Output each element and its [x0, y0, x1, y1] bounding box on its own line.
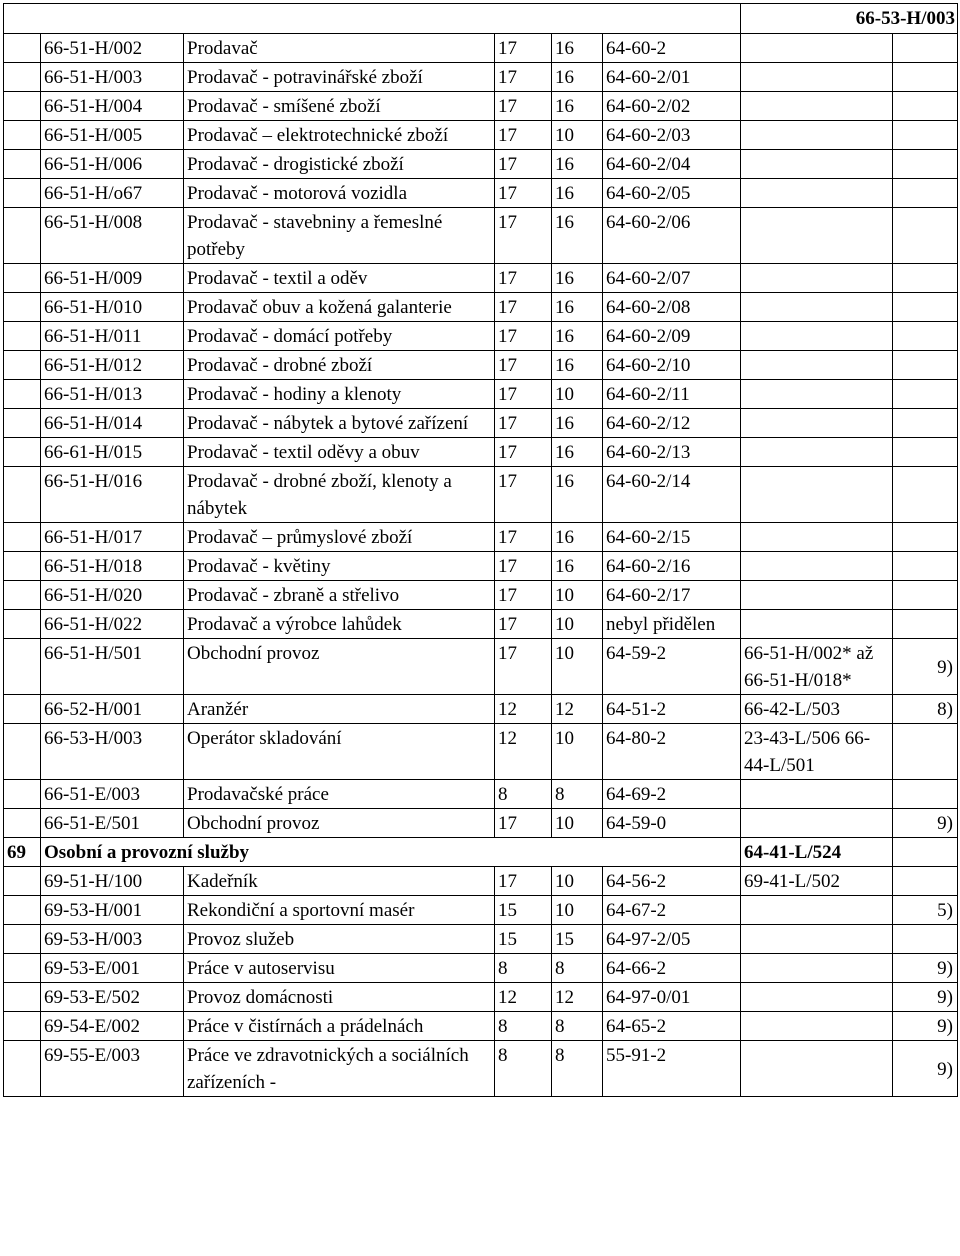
value-b-cell: 8: [552, 780, 603, 809]
note-cell: [893, 925, 958, 954]
table-row: [4, 467, 958, 523]
header-code: 66-53-H/003: [741, 4, 958, 34]
value-b-cell: 8: [552, 1041, 603, 1097]
related-code-cell: [741, 121, 893, 150]
note-cell: [893, 409, 958, 438]
code-cell: 66-51-H/010: [41, 293, 184, 322]
value-b-cell: 16: [552, 179, 603, 208]
value-a-cell: 17: [495, 150, 552, 179]
value-b-cell: 16: [552, 409, 603, 438]
section-number-cell: [4, 809, 41, 838]
section-number-cell: [4, 467, 41, 523]
kkov-cell: 64-60-2/01: [603, 63, 741, 92]
value-a-cell: 8: [495, 1041, 552, 1097]
code-cell: 66-53-H/003: [41, 724, 184, 780]
section-number-cell: [4, 552, 41, 581]
note-cell: [893, 208, 958, 264]
note-cell: 9): [893, 954, 958, 983]
value-a-cell: 17: [495, 380, 552, 409]
table-row: [4, 954, 958, 983]
name-cell: Prodavač obuv a kožená galanterie: [184, 293, 495, 322]
value-b-cell: 10: [552, 724, 603, 780]
name-cell: Prodavač - zbraně a střelivo: [184, 581, 495, 610]
related-code-cell: [741, 1012, 893, 1041]
value-a-cell: 17: [495, 438, 552, 467]
value-a-cell: 17: [495, 581, 552, 610]
table-row: [4, 867, 958, 896]
kkov-cell: 64-60-2/12: [603, 409, 741, 438]
name-cell: Rekondiční a sportovní masér: [184, 896, 495, 925]
code-cell: 66-51-H/011: [41, 322, 184, 351]
code-cell: 66-51-H/006: [41, 150, 184, 179]
related-code-cell: [741, 552, 893, 581]
name-cell: Provoz domácnosti: [184, 983, 495, 1012]
name-cell: Prodavač - stavebniny a řemeslné potřeby: [184, 208, 495, 264]
note-cell: [893, 523, 958, 552]
value-a-cell: 12: [495, 724, 552, 780]
kkov-cell: 64-60-2/15: [603, 523, 741, 552]
value-b-cell: 10: [552, 639, 603, 695]
value-b-cell: 16: [552, 351, 603, 380]
table-row: [4, 63, 958, 92]
value-a-cell: 17: [495, 208, 552, 264]
table-row: [4, 409, 958, 438]
value-a-cell: 8: [495, 1012, 552, 1041]
related-code-cell: [741, 581, 893, 610]
related-code-cell: [741, 208, 893, 264]
value-b-cell: 16: [552, 150, 603, 179]
section-title: Osobní a provozní služby: [41, 838, 741, 867]
value-b-cell: 16: [552, 523, 603, 552]
value-b-cell: 16: [552, 208, 603, 264]
related-code-cell: 23-43-L/506 66-44-L/501: [741, 724, 893, 780]
kkov-cell: 64-60-2/06: [603, 208, 741, 264]
code-cell: 66-51-H/013: [41, 380, 184, 409]
section-number-cell: [4, 351, 41, 380]
section-number-cell: [4, 150, 41, 179]
section-number-cell: [4, 780, 41, 809]
section-code: 64-41-L/524: [741, 838, 893, 867]
section-note: [893, 838, 958, 867]
value-a-cell: 12: [495, 695, 552, 724]
related-code-cell: [741, 179, 893, 208]
value-a-cell: 17: [495, 34, 552, 63]
value-a-cell: 17: [495, 552, 552, 581]
related-code-cell: [741, 467, 893, 523]
value-a-cell: 17: [495, 867, 552, 896]
note-cell: 9): [893, 639, 958, 695]
table-row: [4, 983, 958, 1012]
code-cell: 69-55-E/003: [41, 1041, 184, 1097]
code-cell: 66-51-H/017: [41, 523, 184, 552]
section-number-cell: [4, 208, 41, 264]
section-number-cell: [4, 925, 41, 954]
code-cell: 66-51-H/022: [41, 610, 184, 639]
code-cell: 66-51-E/501: [41, 809, 184, 838]
value-a-cell: 8: [495, 954, 552, 983]
name-cell: Práce v autoservisu: [184, 954, 495, 983]
table-row: [4, 438, 958, 467]
note-cell: [893, 150, 958, 179]
value-b-cell: 8: [552, 1012, 603, 1041]
table-row: [4, 1041, 958, 1097]
note-cell: [893, 264, 958, 293]
table-row: [4, 925, 958, 954]
value-a-cell: 17: [495, 92, 552, 121]
code-cell: 66-51-H/002: [41, 34, 184, 63]
kkov-cell: 64-60-2/17: [603, 581, 741, 610]
section-number-cell: [4, 983, 41, 1012]
section-number-cell: [4, 581, 41, 610]
code-cell: 69-54-E/002: [41, 1012, 184, 1041]
code-cell: 66-51-H/003: [41, 63, 184, 92]
value-a-cell: 15: [495, 925, 552, 954]
name-cell: Prodavač - hodiny a klenoty: [184, 380, 495, 409]
table-row: [4, 322, 958, 351]
kkov-cell: 64-69-2: [603, 780, 741, 809]
related-code-cell: [741, 438, 893, 467]
kkov-cell: 64-60-2/09: [603, 322, 741, 351]
kkov-cell: 64-60-2/13: [603, 438, 741, 467]
name-cell: Obchodní provoz: [184, 639, 495, 695]
value-b-cell: 16: [552, 552, 603, 581]
section-number-cell: [4, 1012, 41, 1041]
value-a-cell: 17: [495, 264, 552, 293]
note-cell: 5): [893, 896, 958, 925]
value-b-cell: 10: [552, 121, 603, 150]
value-a-cell: 17: [495, 322, 552, 351]
related-code-cell: [741, 322, 893, 351]
code-cell: 66-51-H/018: [41, 552, 184, 581]
note-cell: [893, 724, 958, 780]
name-cell: Prodavač - drobné zboží, klenoty a nábytek: [184, 467, 495, 523]
kkov-cell: 64-60-2: [603, 34, 741, 63]
kkov-cell: nebyl přidělen: [603, 610, 741, 639]
kkov-cell: 64-66-2: [603, 954, 741, 983]
value-a-cell: 17: [495, 63, 552, 92]
note-cell: [893, 552, 958, 581]
section-number-cell: [4, 438, 41, 467]
value-b-cell: 16: [552, 438, 603, 467]
note-cell: 9): [893, 1041, 958, 1097]
name-cell: Prodavač – průmyslové zboží: [184, 523, 495, 552]
note-cell: [893, 467, 958, 523]
note-cell: [893, 867, 958, 896]
value-b-cell: 10: [552, 809, 603, 838]
section-number-cell: [4, 523, 41, 552]
name-cell: Prodavač - textil oděvy a obuv: [184, 438, 495, 467]
name-cell: Provoz služeb: [184, 925, 495, 954]
code-cell: 69-53-E/502: [41, 983, 184, 1012]
kkov-cell: 64-59-2: [603, 639, 741, 695]
code-cell: 69-53-E/001: [41, 954, 184, 983]
code-cell: 66-51-H/005: [41, 121, 184, 150]
note-cell: 9): [893, 809, 958, 838]
related-code-cell: [741, 34, 893, 63]
kkov-cell: 64-60-2/05: [603, 179, 741, 208]
kkov-cell: 64-60-2/10: [603, 351, 741, 380]
code-cell: 66-51-H/004: [41, 92, 184, 121]
name-cell: Obchodní provoz: [184, 809, 495, 838]
table-row: [4, 293, 958, 322]
section-number-cell: [4, 954, 41, 983]
kkov-cell: 55-91-2: [603, 1041, 741, 1097]
section-number: 69: [4, 838, 41, 867]
table-row: [4, 208, 958, 264]
kkov-cell: 64-60-2/16: [603, 552, 741, 581]
kkov-cell: 64-51-2: [603, 695, 741, 724]
kkov-cell: 64-60-2/07: [603, 264, 741, 293]
section-number-cell: [4, 264, 41, 293]
note-cell: [893, 380, 958, 409]
value-b-cell: 12: [552, 983, 603, 1012]
value-a-cell: 17: [495, 523, 552, 552]
table-row: [4, 150, 958, 179]
header-empty: [4, 4, 741, 34]
name-cell: Prodavač – elektrotechnické zboží: [184, 121, 495, 150]
name-cell: Prodavač - drobné zboží: [184, 351, 495, 380]
related-code-cell: 66-51-H/002* až 66-51-H/018*: [741, 639, 893, 695]
value-b-cell: 16: [552, 92, 603, 121]
table-row: [4, 523, 958, 552]
related-code-cell: [741, 780, 893, 809]
note-cell: [893, 179, 958, 208]
kkov-cell: 64-60-2/03: [603, 121, 741, 150]
name-cell: Prodavač - nábytek a bytové zařízení: [184, 409, 495, 438]
table-row: [4, 552, 958, 581]
value-a-cell: 17: [495, 293, 552, 322]
kkov-cell: 64-56-2: [603, 867, 741, 896]
name-cell: Aranžér: [184, 695, 495, 724]
table-row: [4, 780, 958, 809]
table-row: [4, 121, 958, 150]
section-number-cell: [4, 322, 41, 351]
table-row: [4, 1012, 958, 1041]
note-cell: [893, 63, 958, 92]
section-number-cell: [4, 695, 41, 724]
table-row: [4, 179, 958, 208]
note-cell: 9): [893, 1012, 958, 1041]
related-code-cell: [741, 896, 893, 925]
study-programs-table: [3, 3, 958, 1097]
value-a-cell: 17: [495, 610, 552, 639]
related-code-cell: [741, 92, 893, 121]
code-cell: 66-51-H/020: [41, 581, 184, 610]
kkov-cell: 64-67-2: [603, 896, 741, 925]
name-cell: Práce v čistírnách a prádelnách: [184, 1012, 495, 1041]
value-b-cell: 16: [552, 467, 603, 523]
value-b-cell: 10: [552, 610, 603, 639]
code-cell: 66-51-H/014: [41, 409, 184, 438]
code-cell: 66-51-H/501: [41, 639, 184, 695]
name-cell: Prodavač - drogistické zboží: [184, 150, 495, 179]
table-row: [4, 639, 958, 695]
note-cell: [893, 293, 958, 322]
related-code-cell: [741, 264, 893, 293]
code-cell: 66-51-H/012: [41, 351, 184, 380]
kkov-cell: 64-60-2/14: [603, 467, 741, 523]
note-cell: [893, 610, 958, 639]
code-cell: 69-53-H/003: [41, 925, 184, 954]
table-row: [4, 896, 958, 925]
related-code-cell: [741, 925, 893, 954]
value-a-cell: 17: [495, 467, 552, 523]
related-code-cell: [741, 409, 893, 438]
table-row: [4, 92, 958, 121]
value-b-cell: 15: [552, 925, 603, 954]
kkov-cell: 64-60-2/11: [603, 380, 741, 409]
section-number-cell: [4, 724, 41, 780]
table-row: [4, 809, 958, 838]
note-cell: [893, 92, 958, 121]
section-row: [4, 838, 958, 867]
note-cell: [893, 780, 958, 809]
note-cell: [893, 322, 958, 351]
code-cell: 66-51-H/016: [41, 467, 184, 523]
related-code-cell: 69-41-L/502: [741, 867, 893, 896]
code-cell: 66-51-H/o67: [41, 179, 184, 208]
value-a-cell: 17: [495, 351, 552, 380]
code-cell: 66-61-H/015: [41, 438, 184, 467]
related-code-cell: [741, 63, 893, 92]
related-code-cell: [741, 954, 893, 983]
value-b-cell: 10: [552, 896, 603, 925]
value-b-cell: 10: [552, 581, 603, 610]
related-code-cell: [741, 523, 893, 552]
value-b-cell: 16: [552, 34, 603, 63]
value-a-cell: 17: [495, 179, 552, 208]
section-number-cell: [4, 1041, 41, 1097]
note-cell: [893, 34, 958, 63]
value-b-cell: 16: [552, 264, 603, 293]
kkov-cell: 64-65-2: [603, 1012, 741, 1041]
name-cell: Prodavač - domácí potřeby: [184, 322, 495, 351]
note-cell: [893, 121, 958, 150]
value-b-cell: 16: [552, 63, 603, 92]
value-b-cell: 8: [552, 954, 603, 983]
related-code-cell: [741, 351, 893, 380]
value-b-cell: 12: [552, 695, 603, 724]
table-row: [4, 724, 958, 780]
note-cell: 8): [893, 695, 958, 724]
value-a-cell: 17: [495, 121, 552, 150]
section-number-cell: [4, 121, 41, 150]
note-cell: [893, 581, 958, 610]
section-number-cell: [4, 63, 41, 92]
section-number-cell: [4, 380, 41, 409]
name-cell: Prodavačské práce: [184, 780, 495, 809]
code-cell: 69-53-H/001: [41, 896, 184, 925]
kkov-cell: 64-60-2/02: [603, 92, 741, 121]
value-a-cell: 8: [495, 780, 552, 809]
related-code-cell: [741, 809, 893, 838]
related-code-cell: [741, 293, 893, 322]
table-row: [4, 34, 958, 63]
section-number-cell: [4, 409, 41, 438]
related-code-cell: [741, 983, 893, 1012]
value-a-cell: 17: [495, 639, 552, 695]
kkov-cell: 64-97-0/01: [603, 983, 741, 1012]
name-cell: Prodavač a výrobce lahůdek: [184, 610, 495, 639]
code-cell: 66-52-H/001: [41, 695, 184, 724]
table-row: [4, 610, 958, 639]
related-code-cell: [741, 610, 893, 639]
header-row: [4, 4, 958, 34]
kkov-cell: 64-59-0: [603, 809, 741, 838]
code-cell: 66-51-H/008: [41, 208, 184, 264]
name-cell: Prodavač: [184, 34, 495, 63]
related-code-cell: 66-42-L/503: [741, 695, 893, 724]
note-cell: [893, 438, 958, 467]
value-b-cell: 10: [552, 867, 603, 896]
table-row: [4, 264, 958, 293]
kkov-cell: 64-97-2/05: [603, 925, 741, 954]
table-row: [4, 380, 958, 409]
section-number-cell: [4, 293, 41, 322]
value-a-cell: 17: [495, 809, 552, 838]
name-cell: Prodavač - potravinářské zboží: [184, 63, 495, 92]
name-cell: Prodavač - textil a oděv: [184, 264, 495, 293]
related-code-cell: [741, 150, 893, 179]
section-number-cell: [4, 92, 41, 121]
code-cell: 66-51-E/003: [41, 780, 184, 809]
name-cell: Kadeřník: [184, 867, 495, 896]
kkov-cell: 64-80-2: [603, 724, 741, 780]
name-cell: Prodavač - květiny: [184, 552, 495, 581]
code-cell: 66-51-H/009: [41, 264, 184, 293]
kkov-cell: 64-60-2/08: [603, 293, 741, 322]
code-cell: 69-51-H/100: [41, 867, 184, 896]
section-number-cell: [4, 610, 41, 639]
value-b-cell: 10: [552, 380, 603, 409]
table-row: [4, 581, 958, 610]
section-number-cell: [4, 34, 41, 63]
table-row: [4, 351, 958, 380]
name-cell: Prodavač - smíšené zboží: [184, 92, 495, 121]
value-a-cell: 17: [495, 409, 552, 438]
kkov-cell: 64-60-2/04: [603, 150, 741, 179]
value-a-cell: 15: [495, 896, 552, 925]
section-number-cell: [4, 179, 41, 208]
name-cell: Prodavač - motorová vozidla: [184, 179, 495, 208]
table-row: [4, 695, 958, 724]
related-code-cell: [741, 380, 893, 409]
name-cell: Operátor skladování: [184, 724, 495, 780]
value-b-cell: 16: [552, 322, 603, 351]
section-number-cell: [4, 896, 41, 925]
section-number-cell: [4, 639, 41, 695]
value-a-cell: 12: [495, 983, 552, 1012]
section-number-cell: [4, 867, 41, 896]
name-cell: Práce ve zdravotnických a sociálních zařízeních -: [184, 1041, 495, 1097]
value-b-cell: 16: [552, 293, 603, 322]
note-cell: [893, 351, 958, 380]
note-cell: 9): [893, 983, 958, 1012]
related-code-cell: [741, 1041, 893, 1097]
